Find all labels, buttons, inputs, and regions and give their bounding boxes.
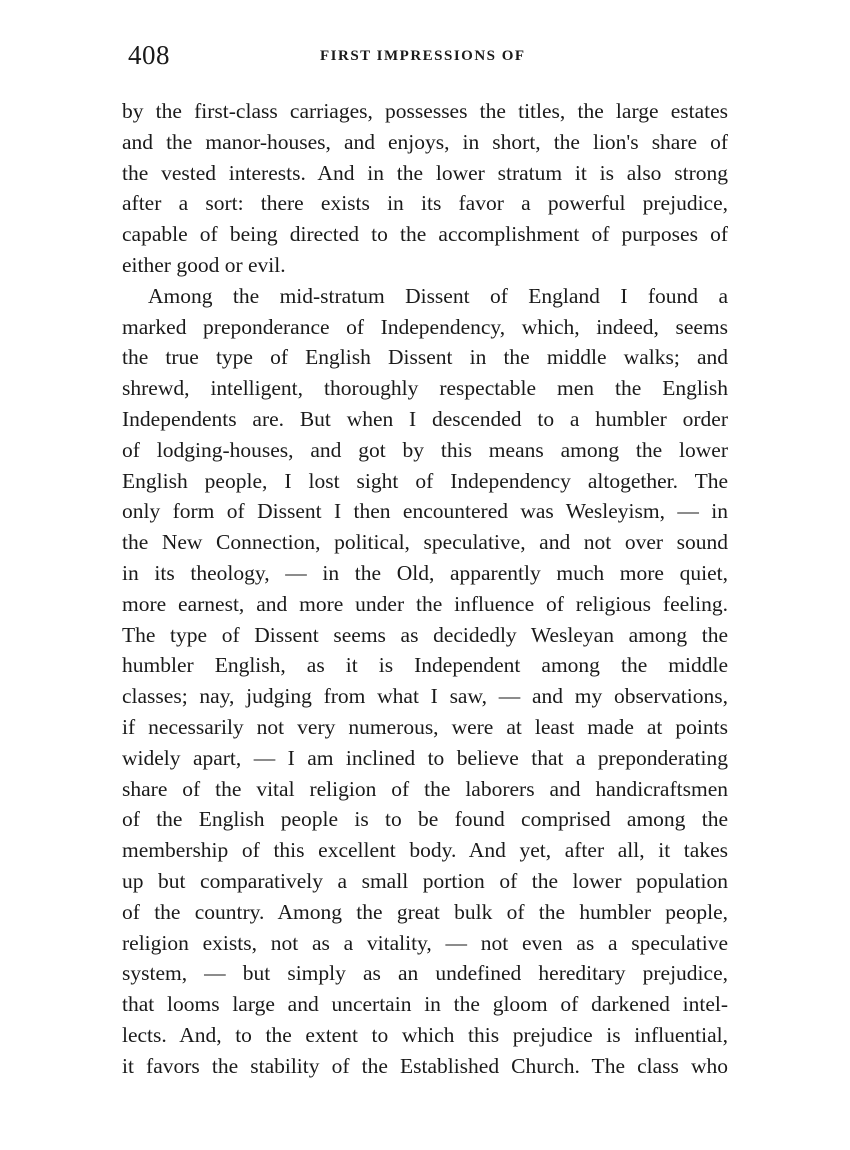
- page-number: 408: [128, 40, 170, 70]
- text-line: Independents are. But when I descended to a humbler order: [122, 406, 728, 431]
- page-header: [128, 40, 728, 74]
- text-line: and the manor-houses, and enjoys, in short, the lion's share of: [122, 129, 728, 154]
- text-line: the true type of English Dissent in the middle walks; and: [122, 345, 728, 370]
- text-line: The type of Dissent seems as decidedly Wesleyan among the: [122, 622, 728, 647]
- text-line: only form of Dissent I then encountered was Wesleyism, — in: [122, 499, 728, 524]
- text-line: English people, I lost sight of Independency altogether. The: [122, 468, 728, 493]
- text-line: Among the mid-stratum Dissent of England I found a: [148, 283, 728, 308]
- text-line: it favors the stability of the Established Church. The class who: [122, 1053, 728, 1078]
- text-line: by the first-class carriages, possesses the titles, the large estates: [122, 99, 728, 123]
- text-line: widely apart, — I am inclined to believe that a preponderating: [122, 745, 728, 770]
- text-line: of lodging-houses, and got by this means among the lower: [122, 437, 728, 462]
- text-line: membership of this excellent body. And yet, after all, it takes: [122, 838, 728, 863]
- text-line: that looms large and uncertain in the gloom of darkened intel-: [122, 992, 728, 1017]
- text-line: after a sort: there exists in its favor a powerful prejudice,: [122, 191, 728, 216]
- text-line: if necessarily not very numerous, were at least made at points: [122, 714, 728, 739]
- running-head: FIRST IMPRESSIONS OF: [320, 48, 526, 64]
- text-line: in its theology, — in the Old, apparently much more quiet,: [122, 560, 728, 585]
- text-line: capable of being directed to the accomplishment of purposes of: [122, 222, 728, 247]
- text-line: religion exists, not as a vitality, — not even as a speculative: [122, 930, 728, 955]
- text-line: system, — but simply as an undefined hereditary prejudice,: [122, 961, 728, 986]
- body-text: [122, 96, 728, 1082]
- text-line: the vested interests. And in the lower stratum it is also strong: [122, 160, 728, 185]
- text-line: more earnest, and more under the influence of religious feeling.: [122, 591, 728, 616]
- text-line: share of the vital religion of the laborers and handicraftsmen: [122, 776, 728, 801]
- text-line: classes; nay, judging from what I saw, — and my observations,: [122, 684, 728, 709]
- text-line: either good or evil.: [122, 252, 286, 277]
- text-line: lects. And, to the extent to which this prejudice is influential,: [122, 1022, 728, 1047]
- text-line: the New Connection, political, speculative, and not over sound: [122, 530, 728, 555]
- text-line: shrewd, intelligent, thoroughly respectable men the English: [122, 376, 728, 401]
- text-line: marked preponderance of Independency, which, indeed, seems: [122, 314, 728, 339]
- text-line: of the country. Among the great bulk of the humbler people,: [122, 899, 728, 924]
- text-line: humbler English, as it is Independent among the middle: [122, 653, 728, 678]
- text-line: of the English people is to be found comprised among the: [122, 807, 728, 832]
- text-line: up but comparatively a small portion of the lower population: [122, 868, 728, 893]
